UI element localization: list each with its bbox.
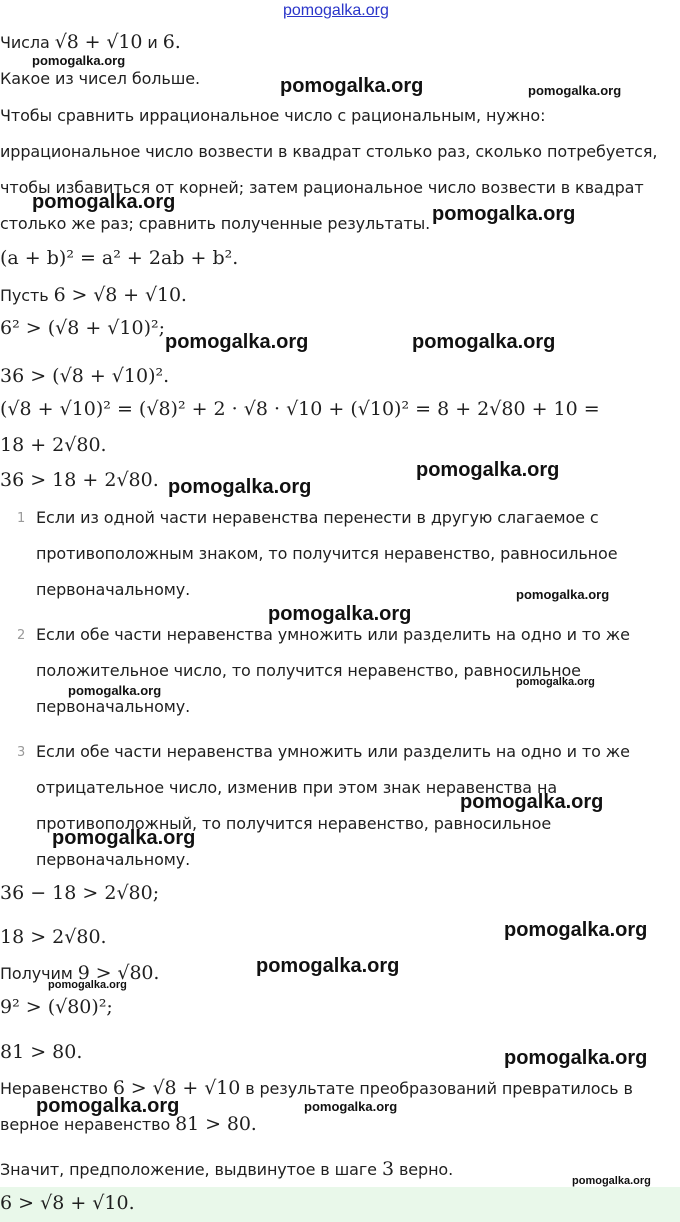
intro-six: 6. [162, 31, 181, 53]
rule-line: первоначальному. [36, 697, 191, 716]
watermark: pomogalka.org [412, 331, 556, 353]
rule-line: противоположный, то получится неравенство, равносильное [36, 814, 552, 833]
step-final-numbers: 81 > 80. [0, 1041, 83, 1063]
rule-line: положительное число, то получится неравенство, равносильное [36, 661, 581, 680]
get-label: Получим [0, 964, 73, 983]
conclusion-prefix: Неравенство [0, 1079, 108, 1098]
watermark: pomogalka.org [304, 1099, 398, 1114]
rule-line: отрицательное число, изменив при этом знак неравенства на [36, 778, 558, 797]
watermark: pomogalka.org [460, 791, 604, 813]
explanation-line: чтобы избавиться от корней; затем рациональное число возвести в квадрат [0, 178, 644, 197]
intro-line [0, 31, 181, 53]
rule-line: первоначальному. [36, 850, 191, 869]
rule-number: 3 [17, 745, 26, 760]
summary-prefix: Значит, предположение, выдвинутое в шаге [0, 1160, 377, 1179]
watermark: pomogalka.org [36, 1095, 180, 1117]
watermark: pomogalka.org [165, 331, 309, 353]
rule-line: Если обе части неравенства умножить или разделить на одно и то же [36, 625, 630, 644]
expand-line-2: 18 + 2√80. [0, 434, 107, 456]
watermark: pomogalka.org [168, 476, 312, 498]
watermark: pomogalka.org [32, 191, 176, 213]
watermark: pomogalka.org [48, 979, 127, 991]
watermark: pomogalka.org [32, 53, 126, 68]
watermark: pomogalka.org [268, 603, 412, 625]
assume-math: 6 > √8 + √10. [53, 284, 187, 306]
watermark: pomogalka.org [416, 459, 560, 481]
intro-math: √8 + √10 [54, 31, 143, 53]
watermark-top: pomogalka.org [283, 2, 389, 19]
expand-line-1: (√8 + √10)² = (√8)² + 2 · √8 · √10 + (√10)² = 8 + 2√80 + 10 = [0, 398, 600, 420]
step-inequality: 36 > 18 + 2√80. [0, 469, 159, 491]
conclusion-suffix: в результате преобразований превратилось в [245, 1079, 633, 1098]
watermark: pomogalka.org [52, 827, 196, 849]
watermark: pomogalka.org [432, 203, 576, 225]
conclusion-prefix-2: верное неравенство [0, 1115, 171, 1134]
step-move: 36 − 18 > 2√80; [0, 882, 160, 904]
explanation-line: столько же раз; сравнить полученные результаты. [0, 214, 431, 233]
square-formula: (a + b)² = a² + 2ab + b². [0, 247, 239, 269]
rule-line: противоположным знаком, то получится неравенство, равносильное [36, 544, 618, 563]
question-text: Какое из чисел больше. [0, 69, 201, 88]
watermark: pomogalka.org [68, 683, 162, 698]
step-square-3: 9² > (√80)²; [0, 996, 113, 1018]
step-simplify: 18 > 2√80. [0, 926, 107, 948]
watermark: pomogalka.org [280, 75, 424, 97]
final-answer: 6 > √8 + √10. [0, 1192, 135, 1214]
step-square-1: 6² > (√8 + √10)²; [0, 317, 166, 339]
watermark: pomogalka.org [516, 587, 610, 602]
conclusion-math-2: 81 > 80. [175, 1113, 257, 1135]
intro-prefix: Числа [0, 33, 50, 52]
watermark: pomogalka.org [504, 1047, 648, 1069]
watermark: pomogalka.org [256, 955, 400, 977]
conclusion-math: 6 > √8 + √10 [112, 1077, 241, 1099]
watermark: pomogalka.org [516, 676, 595, 688]
rule-number: 2 [17, 628, 26, 643]
rule-line: Если обе части неравенства умножить или разделить на одно и то же [36, 742, 630, 761]
explanation-line: Чтобы сравнить иррациональное число с рациональным, нужно: [0, 106, 546, 125]
conclusion-summary [0, 1158, 453, 1180]
step-square-2: 36 > (√8 + √10)². [0, 365, 170, 387]
summary-step: 3 [381, 1158, 394, 1180]
rule-number: 1 [17, 511, 26, 526]
intro-mid: и [147, 33, 158, 52]
assume-line [0, 284, 187, 306]
watermark: pomogalka.org [504, 919, 648, 941]
watermark: pomogalka.org [572, 1175, 651, 1187]
watermark: pomogalka.org [528, 83, 622, 98]
assume-label: Пусть [0, 286, 49, 305]
explanation-line: иррациональное число возвести в квадрат столько раз, сколько потребуется, [0, 142, 658, 161]
rule-line: Если из одной части неравенства перенести в другую слагаемое с [36, 508, 599, 527]
rule-line: первоначальному. [36, 580, 191, 599]
summary-suffix: верно. [398, 1160, 454, 1179]
get-math: 9 > √80. [77, 962, 160, 984]
